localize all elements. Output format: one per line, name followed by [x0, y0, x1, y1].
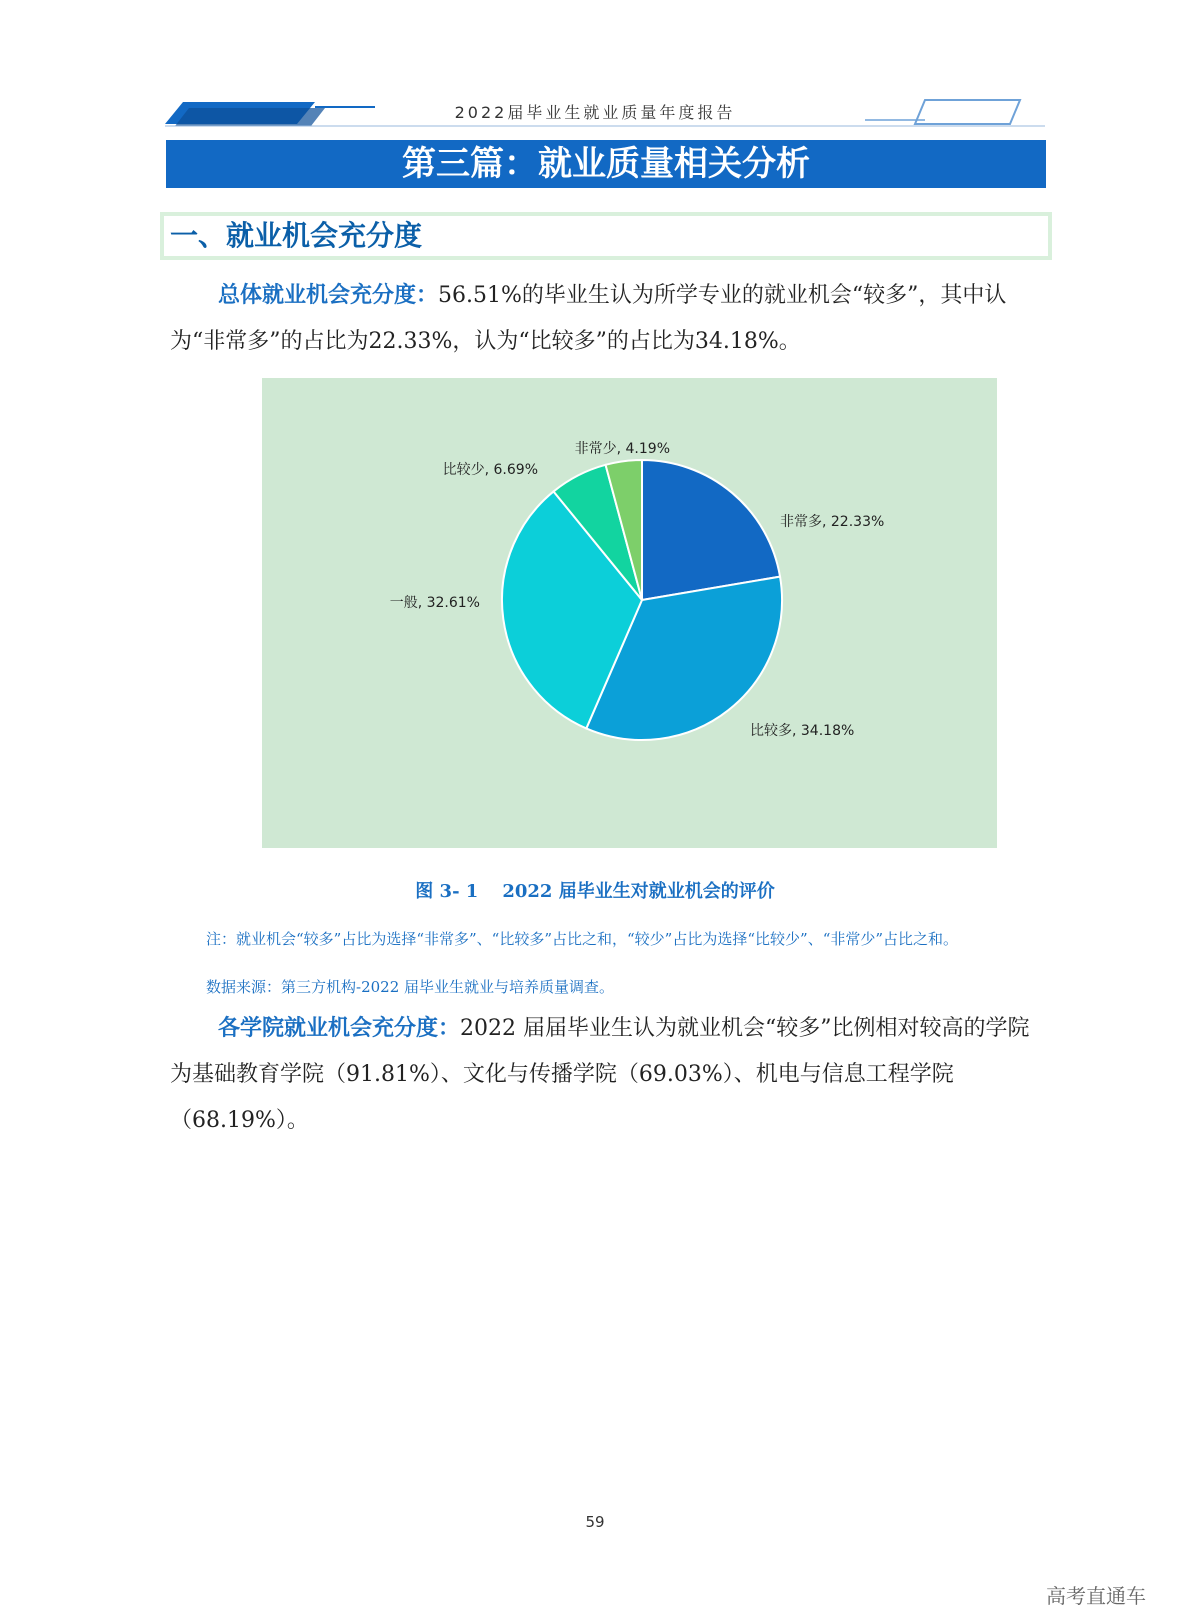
paragraph-overall: [170, 273, 1046, 365]
figure-number: 图 3- 1: [415, 881, 479, 902]
pie-slice-label: 非常少, 4.19%: [574, 441, 670, 457]
paragraph-text: 56.51%的毕业生认为所学专业的就业机会“较多”，其中认为“非常多”的占比为22.33%，认为“比较多”的占比为34.18%。: [170, 283, 1007, 354]
section-title: 一、就业机会充分度: [164, 216, 1048, 256]
paragraph-text: 2022 届届毕业生认为就业机会“较多”比例相对较高的学院为基础教育学院（91.81%）、文化与传播学院（69.03%）、机电与信息工程学院（68.19%）。: [170, 1016, 1030, 1133]
pie-slice-label: 比较少, 6.69%: [442, 462, 538, 478]
paragraph-colleges: [170, 1006, 1046, 1144]
pie-slice-label: 比较多, 34.18%: [750, 723, 855, 739]
chart-note: 注：就业机会“较多”占比为选择“非常多”、“比较多”占比之和，“较少”占比为选择“比较少”、“非常少”占比之和。: [206, 930, 959, 948]
running-header-title: 2022届毕业生就业质量年度报告: [454, 103, 736, 122]
figure-caption: [0, 877, 1190, 903]
watermark: 高考直通车: [1046, 1584, 1146, 1608]
pie-slice-label: 非常多, 22.33%: [780, 514, 885, 530]
figure-title: 2022 届毕业生对就业机会的评价: [502, 881, 775, 902]
page-number: 59: [585, 1513, 605, 1531]
pie-slice: [642, 460, 780, 600]
data-source-note: 数据来源：第三方机构-2022 届毕业生就业与培养质量调查。: [206, 978, 615, 996]
chapter-title: 第三篇：就业质量相关分析: [166, 140, 1046, 188]
pie-slice-label: 一般, 32.61%: [389, 595, 480, 611]
section-title-box: [160, 212, 1052, 260]
paragraph-lead: 各学院就业机会充分度：: [218, 1016, 461, 1041]
pie-chart: [262, 378, 997, 848]
paragraph-lead: 总体就业机会充分度：: [218, 283, 439, 308]
